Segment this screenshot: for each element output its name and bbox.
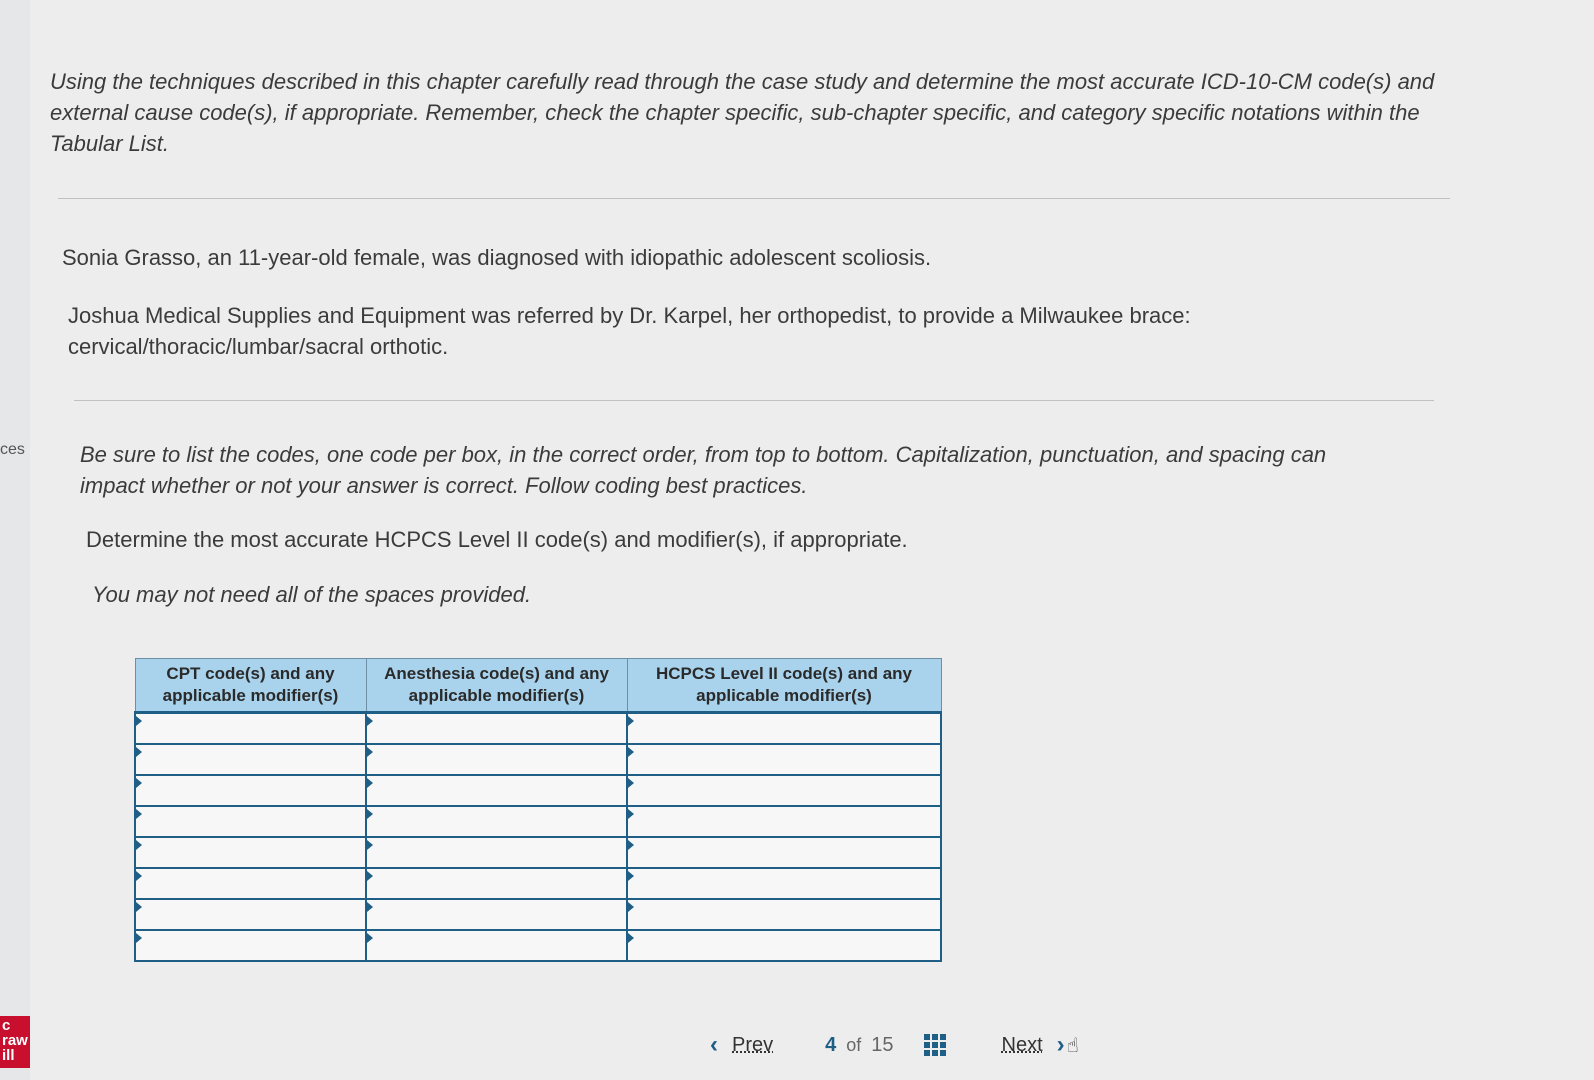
table-row [135, 775, 941, 806]
anesthesia-cell [366, 806, 627, 837]
anesthesia-cell [366, 775, 627, 806]
page-of-label: of [846, 1034, 862, 1055]
brand-line-1: c [2, 1017, 11, 1034]
hcpcs-input[interactable] [628, 745, 940, 774]
hcpcs-input[interactable] [628, 838, 940, 867]
hand-cursor-icon: ☝ [1066, 1034, 1079, 1057]
anesthesia-cell [366, 899, 627, 930]
cpt-cell [135, 775, 366, 806]
pagination [710, 1030, 1079, 1060]
anesthesia-input[interactable] [367, 931, 626, 960]
brand-line-2: raw [2, 1032, 28, 1049]
table-row [135, 713, 941, 745]
header-cpt: CPT code(s) and any applicable modifier(s) [135, 659, 366, 713]
hcpcs-input[interactable] [628, 900, 940, 929]
prev-button[interactable]: Prev [732, 1033, 774, 1056]
anesthesia-input[interactable] [367, 745, 626, 774]
header-hcpcs: HCPCS Level II code(s) and any applicable modifier(s) [627, 659, 941, 713]
cpt-cell [135, 930, 366, 961]
anesthesia-input[interactable] [367, 838, 626, 867]
hcpcs-cell [627, 806, 941, 837]
codes-table [134, 658, 942, 962]
anesthesia-input[interactable] [367, 869, 626, 898]
cpt-cell [135, 744, 366, 775]
hcpcs-cell [627, 868, 941, 899]
grid-icon[interactable] [924, 1034, 946, 1056]
anesthesia-input[interactable] [367, 807, 626, 836]
brand-line-3: ill [2, 1047, 15, 1064]
hcpcs-cell [627, 713, 941, 745]
cpt-input[interactable] [136, 776, 365, 805]
hcpcs-input[interactable] [628, 776, 940, 805]
divider-2 [74, 400, 1434, 401]
current-page: 4 [825, 1033, 837, 1056]
table-row [135, 868, 941, 899]
order-note: Be sure to list the codes, one code per box, in the correct order, from top to bottom. Capitalization, punctuation, and spacing can impact whether or not your answer is correct. Follow coding best practices. [80, 442, 1327, 498]
cpt-input[interactable] [136, 838, 365, 867]
hcpcs-cell [627, 930, 941, 961]
total-pages: 15 [871, 1033, 894, 1056]
table-row [135, 806, 941, 837]
anesthesia-input[interactable] [367, 776, 626, 805]
hcpcs-cell [627, 744, 941, 775]
anesthesia-input[interactable] [367, 714, 626, 743]
divider-1 [58, 198, 1450, 199]
spaces-note: You may not need all of the spaces provided. [92, 582, 532, 607]
cpt-input[interactable] [136, 714, 365, 743]
hcpcs-cell [627, 775, 941, 806]
sidebar-fragment-label: ces [0, 441, 25, 458]
table-row [135, 744, 941, 775]
cpt-cell [135, 806, 366, 837]
cpt-input[interactable] [136, 869, 365, 898]
cpt-input[interactable] [136, 807, 365, 836]
hcpcs-input[interactable] [628, 869, 940, 898]
anesthesia-input[interactable] [367, 900, 626, 929]
anesthesia-cell [366, 868, 627, 899]
anesthesia-cell [366, 744, 627, 775]
question-panel [30, 0, 1594, 1080]
table-row [135, 837, 941, 868]
cpt-input[interactable] [136, 745, 365, 774]
hcpcs-cell [627, 899, 941, 930]
table-row [135, 899, 941, 930]
intro-instructions: Using the techniques described in this chapter carefully read through the case study and determine the most accurate ICD-10-CM code(s) and external cause code(s), if appropriate. Remember, check the chapter specific, sub-chapter specific, and category specific notations within the Tabular List. [50, 69, 1435, 156]
cpt-cell [135, 868, 366, 899]
header-anesthesia: Anesthesia code(s) and any applicable modifier(s) [366, 659, 627, 713]
chevron-right-icon[interactable]: › [1056, 1031, 1065, 1058]
anesthesia-cell [366, 837, 627, 868]
cpt-input[interactable] [136, 931, 365, 960]
anesthesia-cell [366, 930, 627, 961]
cpt-cell [135, 713, 366, 745]
case-line-2: Joshua Medical Supplies and Equipment was referred by Dr. Karpel, her orthopedist, to provide a Milwaukee brace: cervical/thoracic/lumbar/sacral orthotic. [68, 303, 1191, 359]
determine-instruction: Determine the most accurate HCPCS Level II code(s) and modifier(s), if appropriate. [86, 527, 908, 552]
next-button[interactable]: Next [1001, 1033, 1043, 1056]
anesthesia-cell [366, 713, 627, 745]
case-line-1: Sonia Grasso, an 11-year-old female, was diagnosed with idiopathic adolescent scoliosis. [62, 245, 932, 270]
hcpcs-input[interactable] [628, 931, 940, 960]
cpt-input[interactable] [136, 900, 365, 929]
cpt-cell [135, 899, 366, 930]
hcpcs-input[interactable] [628, 807, 940, 836]
chevron-left-icon[interactable]: ‹ [710, 1031, 718, 1058]
hcpcs-cell [627, 837, 941, 868]
cpt-cell [135, 837, 366, 868]
hcpcs-input[interactable] [628, 714, 940, 743]
table-row [135, 930, 941, 961]
